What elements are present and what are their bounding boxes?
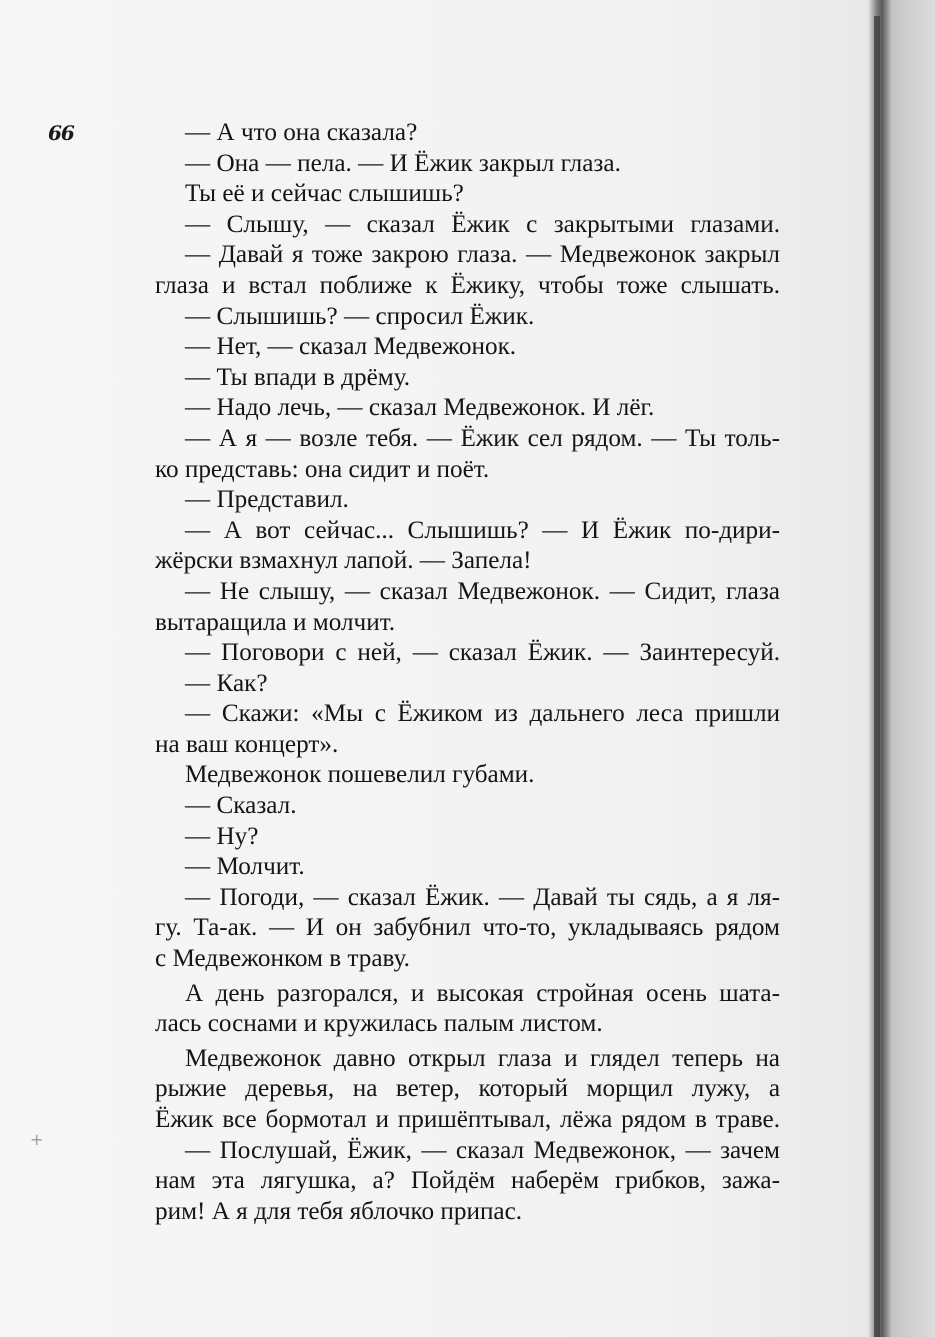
text-line: — Ты впади в дрёму.: [185, 363, 411, 391]
text-line: — Как?: [185, 669, 268, 697]
text-line: — Послушай, Ёжик, — сказал Медвежонок, — зачем: [185, 1136, 780, 1164]
body-text: [155, 118, 780, 1227]
text-line: ко представь: она сидит и поёт.: [155, 455, 490, 483]
text-line: — А что она сказала?: [185, 119, 418, 146]
text-line: глаза и встал поближе к Ёжику, чтобы тоже слышать.: [155, 271, 780, 299]
text-line: — Надо лечь, — сказал Медвежонок. И лёг.: [185, 394, 655, 422]
text-line: — Сказал.: [185, 792, 297, 820]
text-line: Ёжик все бормотал и пришёптывал, лёжа рядом в траве.: [155, 1106, 780, 1133]
text-line: на ваш концерт».: [155, 730, 339, 758]
text-line: вытаращила и молчит.: [155, 608, 396, 636]
text-line: с Медвежонком в траву.: [155, 945, 410, 973]
scan-mark: +: [30, 1130, 44, 1149]
text-line: Медвежонок давно открыл глаза и глядел теперь на: [185, 1044, 780, 1072]
text-line: — Нет, — сказал Медвежонок.: [185, 333, 517, 361]
text-line: лась соснами и кружилась палым листом.: [155, 1010, 603, 1038]
text-line: — Погоди, — сказал Ёжик. — Давай ты сядь, а я ля-: [185, 883, 780, 911]
text-line: — Скажи: «Мы с Ёжиком из дальнего леса пришли: [185, 700, 780, 728]
page-number: 66: [48, 121, 74, 145]
text-line: — Представил.: [185, 486, 349, 514]
text-line: — Она — пела. — И Ёжик закрыл глаза.: [185, 149, 621, 177]
text-line: жёрски взмахнул лапой. — Запела!: [155, 547, 532, 575]
text-line: — Молчит.: [185, 853, 305, 881]
text-line: — Ну?: [185, 822, 259, 850]
text-line: — Слышишь? — спросил Ёжик.: [185, 302, 535, 330]
text-line: рыжие деревья, на ветер, который морщил лужу, а: [155, 1075, 780, 1103]
spine-edge: [874, 16, 880, 1337]
text-line: нам эта лягушка, а? Пойдём наберём грибков, зажа-: [155, 1167, 780, 1195]
text-line: рим! А я для тебя яблочко припас.: [155, 1197, 523, 1225]
text-line: — А вот сейчас... Слышишь? — И Ёжик по-дири-: [185, 516, 780, 544]
text-line: — Давай я тоже закрою глаза. — Медвежонок закрыл: [185, 241, 780, 269]
text-line: — А я — возле тебя. — Ёжик сел рядом. — Ты толь-: [185, 424, 780, 452]
text-line: — Слышу, — сказал Ёжик с закрытыми глазами.: [185, 210, 780, 238]
text-line: Ты её и сейчас слышишь?: [185, 180, 464, 208]
text-line: — Не слышу, — сказал Медвежонок. — Сидит, глаза: [185, 577, 780, 605]
text-line: Медвежонок пошевелил губами.: [185, 761, 535, 789]
text-line: гу. Та-ак. — И он забубнил что-то, укладываясь рядом: [155, 914, 780, 942]
text-line: — Поговори с ней, — сказал Ёжик. — Заинтересуй.: [185, 639, 780, 667]
text-line: А день разгорался, и высокая стройная осень шата-: [185, 979, 780, 1007]
